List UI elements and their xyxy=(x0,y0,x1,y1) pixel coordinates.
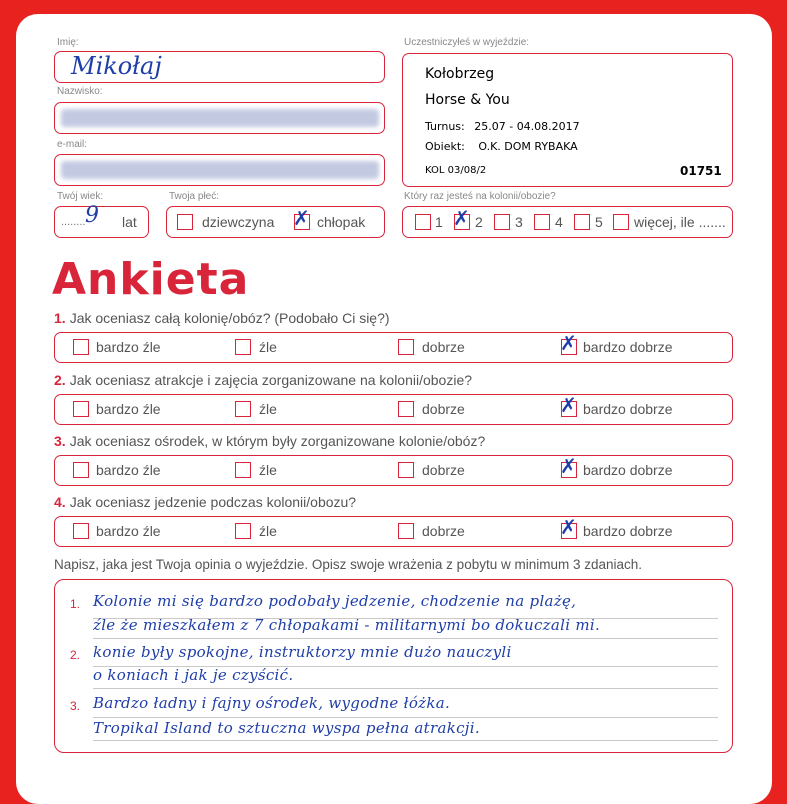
opinion-line: konie były spokojne, instruktorzy mnie dużo nauczyli xyxy=(93,643,512,661)
opinion-box[interactable] xyxy=(54,579,733,753)
stamp-obiekt-value: O.K. DOM RYBAKA xyxy=(478,140,578,153)
opinion-prompt: Napisz, jaka jest Twoja opinia o wyjeździe. Opisz swoje wrażenia z pobytu w minimum 3 zdaniach. xyxy=(54,557,643,572)
question-number: 3. xyxy=(54,433,66,449)
question-2 xyxy=(54,372,472,388)
plec-field xyxy=(166,206,385,238)
q4-checkbox-zle[interactable] xyxy=(235,523,251,539)
opinion-line: Tropikal Island to sztuczna wyspa pełna atrakcji. xyxy=(93,719,480,737)
raz-checkbox-3[interactable] xyxy=(494,214,510,230)
q4-option-dobrze: dobrze xyxy=(422,523,465,539)
q3-option-zle: źle xyxy=(259,462,277,478)
question-text: Jak oceniasz jedzenie podczas kolonii/obozu? xyxy=(69,494,357,510)
check-mark-icon: ✗ xyxy=(560,515,577,539)
answer-row-1 xyxy=(54,332,733,363)
check-mark-icon: ✗ xyxy=(293,206,310,230)
question-number: 2. xyxy=(54,372,66,388)
wiek-unit: lat xyxy=(122,214,137,230)
wiek-label: Twój wiek: xyxy=(57,191,104,202)
q1-checkbox-bardzo-zle[interactable] xyxy=(73,339,89,355)
q2-checkbox-bardzo-dobrze[interactable] xyxy=(560,393,577,417)
stamp-city: Kołobrzeg xyxy=(425,66,495,82)
opinion-rule xyxy=(93,740,718,741)
opinion-rule xyxy=(93,717,718,718)
q3-option-dobrze: dobrze xyxy=(422,462,465,478)
q2-checkbox-zle[interactable] xyxy=(235,401,251,417)
opinion-rule xyxy=(93,688,718,689)
stamp-obiekt-label: Obiekt: xyxy=(425,140,465,153)
q3-checkbox-zle[interactable] xyxy=(235,462,251,478)
stamp-code: KOL 03/08/2 xyxy=(425,165,487,176)
stamp-program: Horse & You xyxy=(425,92,510,108)
q3-checkbox-dobrze[interactable] xyxy=(398,462,414,478)
email-label: e-mail: xyxy=(57,139,88,150)
q4-checkbox-bardzo-zle[interactable] xyxy=(73,523,89,539)
plec-checkbox-chlopak[interactable] xyxy=(293,206,310,230)
opinion-line: Kolonie mi się bardzo podobały jedzenie, chodzenie na plażę, xyxy=(93,592,577,610)
raz-checkbox-4[interactable] xyxy=(534,214,550,230)
q3-checkbox-bardzo-zle[interactable] xyxy=(73,462,89,478)
check-mark-icon: ✗ xyxy=(560,454,577,478)
check-mark-icon: ✗ xyxy=(560,331,577,355)
q1-option-zle: źle xyxy=(259,339,277,355)
plec-label: Twoja płeć: xyxy=(169,191,220,202)
raz-option-5: 5 xyxy=(595,214,603,230)
raz-field xyxy=(402,206,733,238)
q4-option-bardzo-dobrze: bardzo dobrze xyxy=(583,523,673,539)
raz-checkbox-2[interactable] xyxy=(453,206,470,230)
question-text: Jak oceniasz atrakcje i zajęcia zorganizowane na kolonii/obozie? xyxy=(69,372,473,388)
q2-option-bardzo-dobrze: bardzo dobrze xyxy=(583,401,673,417)
q4-checkbox-dobrze[interactable] xyxy=(398,523,414,539)
q2-option-dobrze: dobrze xyxy=(422,401,465,417)
stamp-number: 01751 xyxy=(680,164,722,178)
raz-label: Który raz jesteś na kolonii/obozie? xyxy=(404,191,556,202)
stamp-turnus-label: Turnus: xyxy=(425,120,465,133)
q3-checkbox-bardzo-dobrze[interactable] xyxy=(560,454,577,478)
answer-row-3 xyxy=(54,455,733,486)
q3-option-bardzo-dobrze: bardzo dobrze xyxy=(583,462,673,478)
q1-checkbox-bardzo-dobrze[interactable] xyxy=(560,331,577,355)
check-mark-icon: ✗ xyxy=(560,393,577,417)
plec-option-chlopak: chłopak xyxy=(317,214,366,230)
wiek-value: 9 xyxy=(85,203,99,228)
q1-checkbox-zle[interactable] xyxy=(235,339,251,355)
raz-option-4: 4 xyxy=(555,214,563,230)
redacted-surname xyxy=(61,109,379,127)
question-number: 1. xyxy=(54,310,66,326)
q4-option-zle: źle xyxy=(259,523,277,539)
survey-title: Ankieta xyxy=(52,254,250,305)
raz-option-3: 3 xyxy=(515,214,523,230)
trip-label: Uczestniczyłeś w wyjeździe: xyxy=(404,37,530,48)
raz-option-wiecej: więcej, ile ....... xyxy=(634,214,726,230)
answer-row-2 xyxy=(54,394,733,425)
wiek-field[interactable] xyxy=(54,203,149,238)
opinion-line: źle że mieszkałem z 7 chłopakami - militarnymi bo dokuczali mi. xyxy=(93,616,601,634)
raz-checkbox-5[interactable] xyxy=(574,214,590,230)
q4-checkbox-bardzo-dobrze[interactable] xyxy=(560,515,577,539)
q2-option-bardzo-zle: bardzo źle xyxy=(96,401,161,417)
opinion-line: o koniach i jak je czyścić. xyxy=(93,666,294,684)
q1-option-dobrze: dobrze xyxy=(422,339,465,355)
stamp-turnus-value: 25.07 - 04.08.2017 xyxy=(474,120,580,133)
email-field[interactable] xyxy=(54,154,385,186)
check-mark-icon: ✗ xyxy=(453,206,470,230)
raz-checkbox-1[interactable] xyxy=(415,214,431,230)
question-4 xyxy=(54,494,356,510)
question-text: Jak oceniasz całą kolonię/obóz? (Podobało Ci się?) xyxy=(69,310,390,326)
imie-label: Imię: xyxy=(57,37,79,48)
question-3 xyxy=(54,433,485,449)
q2-checkbox-dobrze[interactable] xyxy=(398,401,414,417)
imie-field[interactable] xyxy=(54,51,385,83)
q1-option-bardzo-dobrze: bardzo dobrze xyxy=(583,339,673,355)
opinion-rule xyxy=(93,638,718,639)
opinion-number: 2. xyxy=(70,648,81,662)
trip-stamp-box xyxy=(402,53,733,187)
opinion-number: 3. xyxy=(70,699,81,713)
raz-option-2: 2 xyxy=(475,214,483,230)
redacted-email xyxy=(61,161,379,179)
opinion-number: 1. xyxy=(70,597,81,611)
plec-option-dziewczyna: dziewczyna xyxy=(202,214,275,230)
q4-option-bardzo-zle: bardzo źle xyxy=(96,523,161,539)
opinion-line: Bardzo ładny i fajny ośrodek, wygodne łóżka. xyxy=(93,694,451,712)
wiek-dots: ........ xyxy=(61,216,86,228)
question-1 xyxy=(54,310,390,326)
q1-checkbox-dobrze[interactable] xyxy=(398,339,414,355)
q2-checkbox-bardzo-zle[interactable] xyxy=(73,401,89,417)
q2-option-zle: źle xyxy=(259,401,277,417)
answer-row-4 xyxy=(54,516,733,547)
question-number: 4. xyxy=(54,494,66,510)
raz-option-1: 1 xyxy=(435,214,443,230)
plec-checkbox-dziewczyna[interactable] xyxy=(177,214,193,230)
imie-value: Mikołaj xyxy=(71,52,162,80)
q3-option-bardzo-zle: bardzo źle xyxy=(96,462,161,478)
nazwisko-label: Nazwisko: xyxy=(57,86,103,97)
nazwisko-field[interactable] xyxy=(54,102,385,134)
question-text: Jak oceniasz ośrodek, w którym były zorganizowane kolonie/obóz? xyxy=(69,433,486,449)
q1-option-bardzo-zle: bardzo źle xyxy=(96,339,161,355)
raz-checkbox-wiecej[interactable] xyxy=(613,214,629,230)
